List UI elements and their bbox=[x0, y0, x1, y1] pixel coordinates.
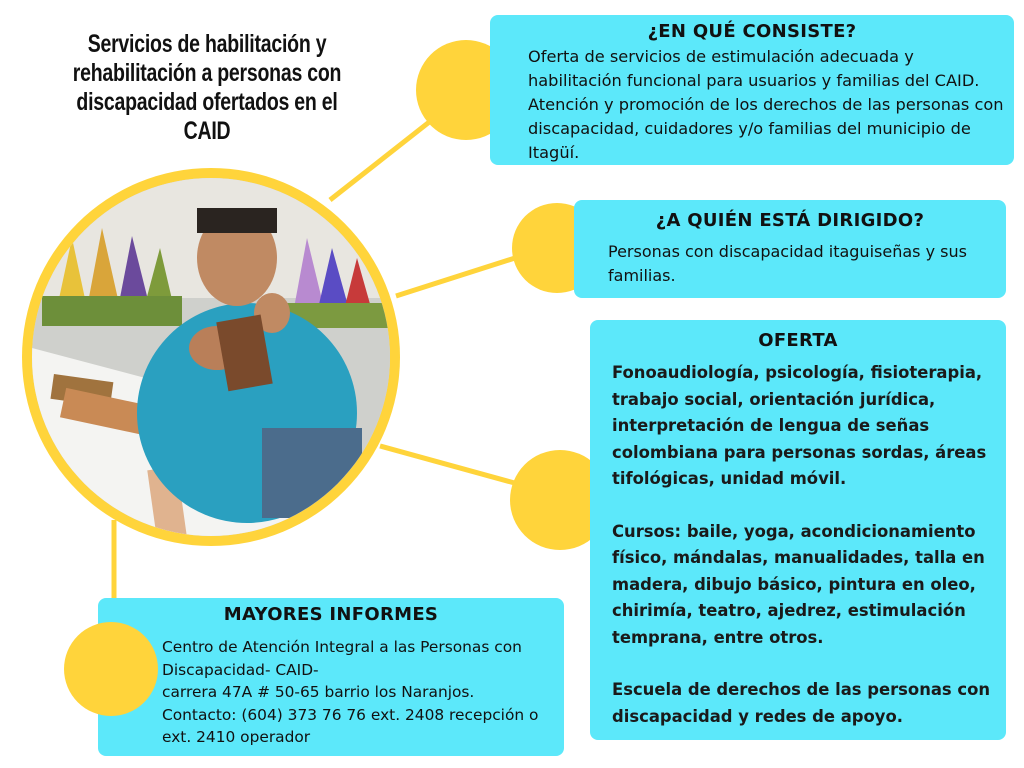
card-informes bbox=[98, 598, 564, 756]
oferta-services: Fonoaudiología, psicología, fisioterapia, trabajo social, orientación jurídica, interpretación de lengua de señas colombiana para personas sordas, áreas tifológicas, unidad móvil. bbox=[612, 363, 987, 488]
card-informes-body bbox=[162, 636, 562, 749]
card-dirigido bbox=[574, 200, 1006, 298]
card-oferta-heading: OFERTA bbox=[758, 330, 838, 351]
card-oferta-body bbox=[612, 360, 1004, 730]
card-dirigido-text: Personas con discapacidad itaguiseñas y sus familias. bbox=[608, 242, 967, 285]
accent-circle-informes bbox=[64, 622, 158, 716]
card-consiste-text: Oferta de servicios de estimulación adecuada y habilitación funcional para usuarios y familias del CAID. Atención y promoción de los derechos de las personas con discapacidad, cuidadores y/o familias del municipio de Itagüí. bbox=[528, 47, 1004, 162]
oferta-school: Escuela de derechos de las personas con discapacidad y redes de apoyo. bbox=[612, 680, 991, 726]
informes-line-1: Centro de Atención Integral a las Personas con Discapacidad- CAID- bbox=[162, 638, 522, 679]
card-informes-heading: MAYORES INFORMES bbox=[223, 604, 439, 625]
card-consiste-heading: ¿EN QUÉ CONSISTE? bbox=[647, 21, 857, 42]
card-consiste bbox=[490, 15, 1014, 165]
oferta-courses: Cursos: baile, yoga, acondicionamiento físico, mándalas, manualidades, talla en madera, dibujo básico, pintura en oleo, chirimía, teatro, ajedrez, estimulación temprana, entre otros. bbox=[612, 521, 985, 647]
workshop-photo bbox=[32, 178, 390, 536]
informes-line-2: carrera 47A # 50-65 barrio los Naranjos. bbox=[162, 683, 475, 701]
card-dirigido-heading: ¿A QUIÉN ESTÁ DIRIGIDO? bbox=[655, 210, 925, 231]
card-oferta bbox=[590, 320, 1006, 740]
photo-illustration bbox=[32, 178, 390, 536]
page-title: Servicios de habilitación y rehabilitación a personas con discapacidad ofertados en el CAID bbox=[72, 30, 342, 145]
informes-line-3: Contacto: (604) 373 76 76 ext. 2408 recepción o ext. 2410 operador bbox=[162, 705, 539, 746]
